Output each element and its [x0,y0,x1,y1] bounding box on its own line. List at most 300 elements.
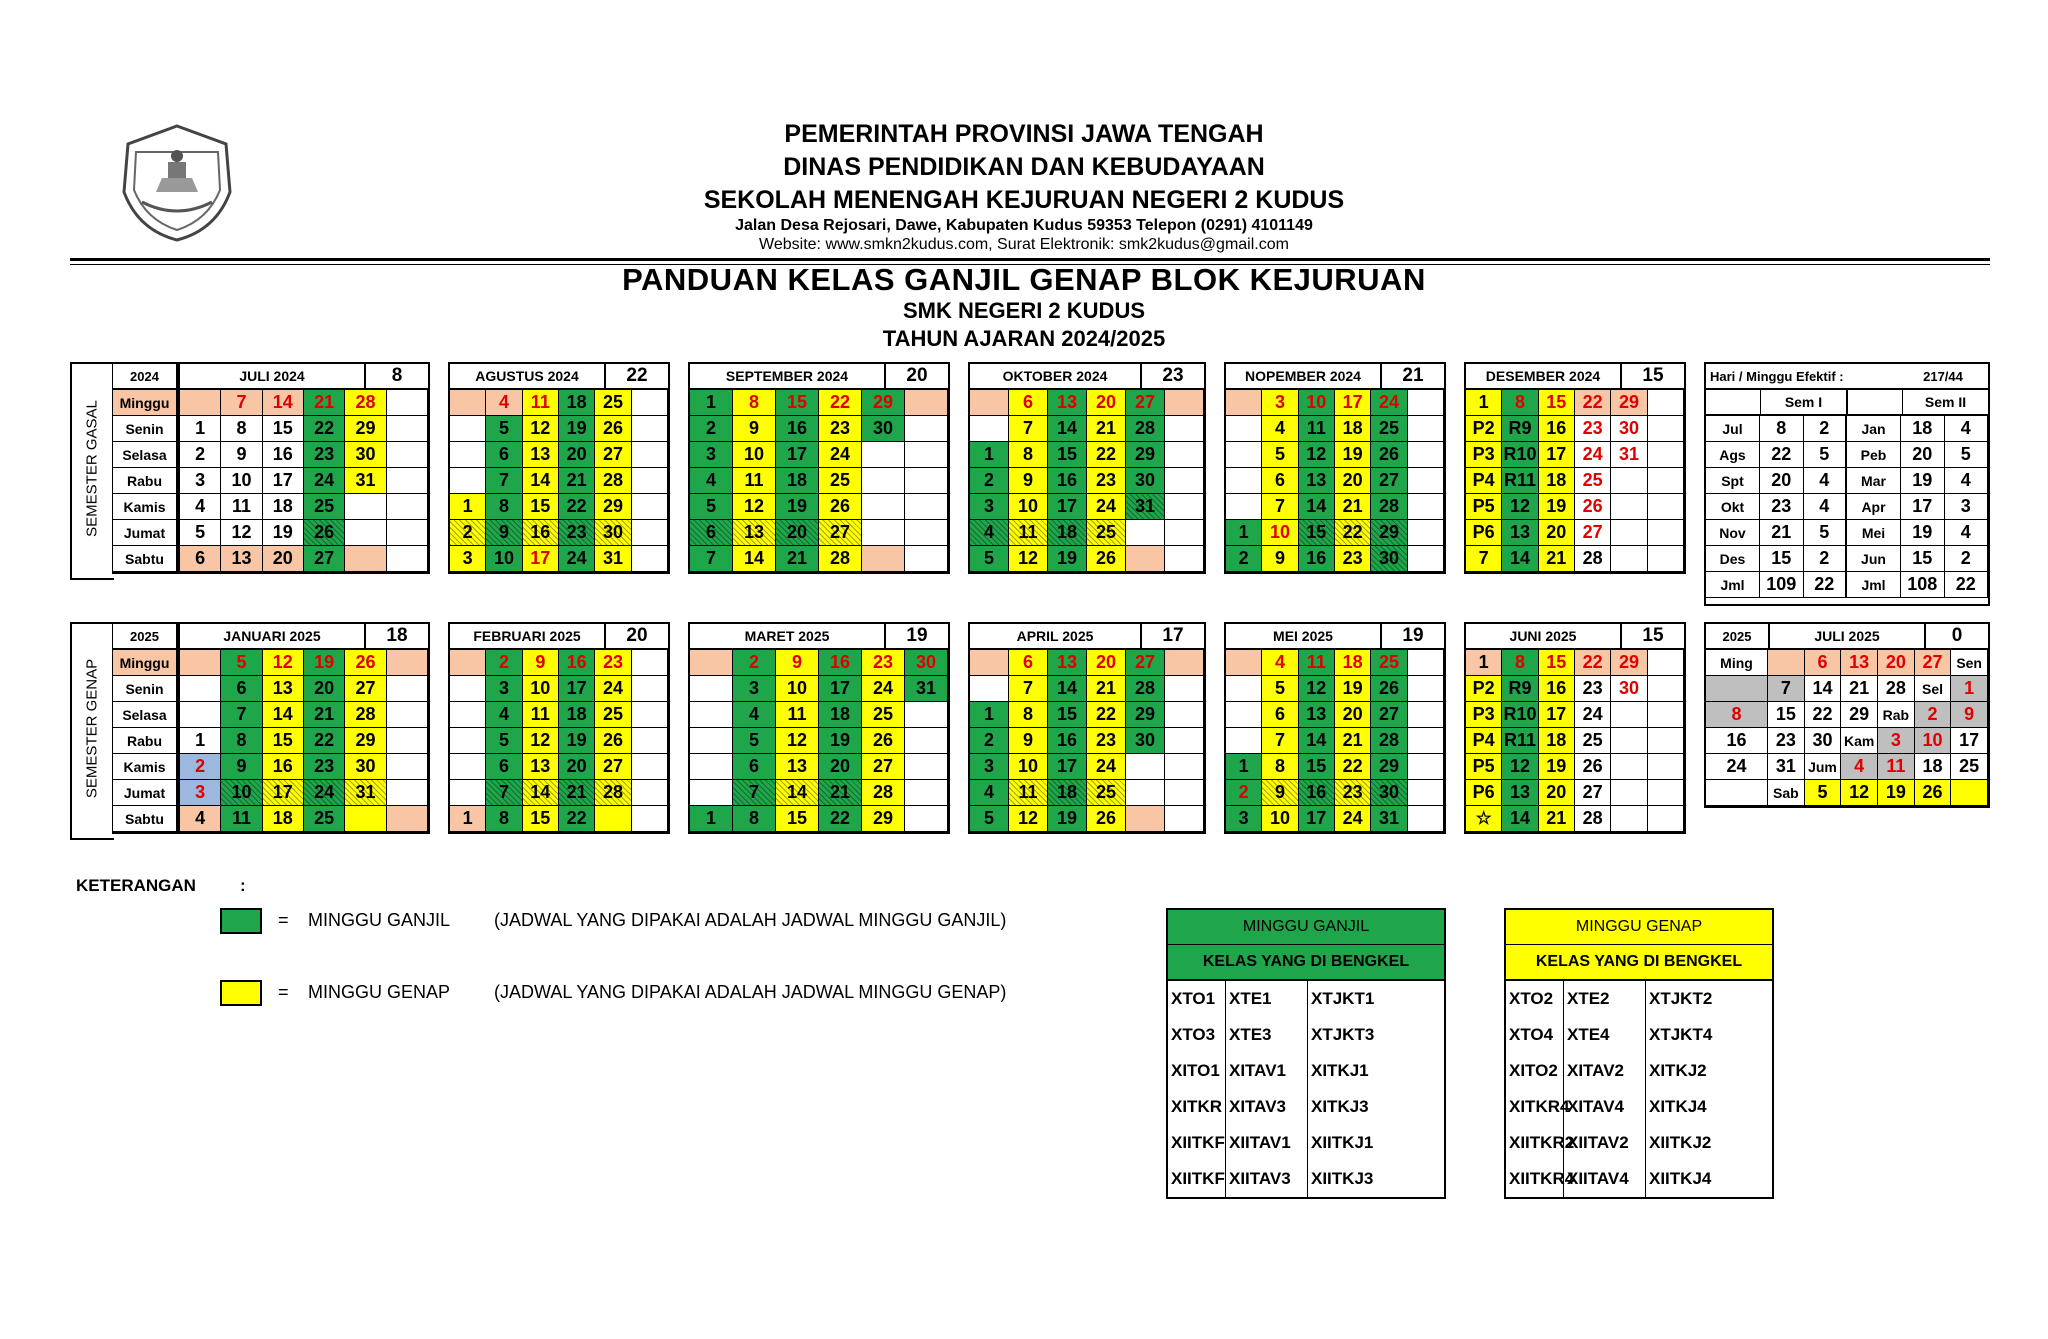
calendar-day: P4 [1466,728,1502,754]
calendar-day: P2 [1466,416,1502,442]
calendar-day [1648,390,1684,416]
calendar-day [1126,806,1165,832]
month-name: AGUSTUS 2024 [475,368,579,384]
calendar-day: 10 [1009,754,1048,780]
calendar-day: 15 [1299,754,1335,780]
calendar-day: 12 [1009,546,1048,572]
calendar-day [1226,416,1262,442]
calendar-day: 6 [486,754,522,780]
calendar-day: P4 [1466,468,1502,494]
calendar-day: 8 [733,390,776,416]
calendar-day: 14 [1299,494,1335,520]
month-block [178,362,430,574]
calendar-day: P3 [1466,702,1502,728]
calendar-day: 17 [559,676,595,702]
day-label: Sabtu [113,806,176,832]
page-subtitle-year: TAHUN AJARAN 2024/2025 [882,326,1166,351]
calendar-day: 16 [1299,546,1335,572]
class-code: XTE3 [1226,1017,1308,1053]
calendar-day [905,780,948,806]
month-block [688,622,950,834]
effective-days-total: 217/44 [1923,368,1963,384]
calendar-day [690,676,733,702]
semester-1-header: Sem I [1761,390,1848,414]
legend-genap-label: MINGGU GENAP [308,982,451,1002]
calendar-day: 21 [1335,494,1371,520]
effective-value: 19 [1901,468,1945,494]
calendar-day: 22 [1335,754,1371,780]
calendar-day [450,728,486,754]
class-code: XIITAV4 [1564,1161,1646,1197]
day-label: Rab [1878,702,1915,728]
calendar-day: 31 [905,676,948,702]
calendar-day: 19 [1335,442,1371,468]
calendar-day [387,702,428,728]
calendar-day: 24 [1371,390,1407,416]
calendar-day: 4 [970,780,1009,806]
calendar-day: 30 [1805,728,1842,754]
calendar-day: 10 [221,780,262,806]
calendar-day [1165,806,1204,832]
calendar-day [905,442,948,468]
calendar-day [1165,728,1204,754]
calendar-day: 9 [523,650,559,676]
calendar-day: 18 [1335,416,1371,442]
calendar-day: 23 [1768,728,1805,754]
calendar-day: 13 [263,676,304,702]
calendar-day [387,728,428,754]
calendar-day [1226,676,1262,702]
calendar-day: 18 [1915,754,1952,780]
calendar-day: 2 [1226,546,1262,572]
calendar-day: 7 [733,780,776,806]
calendar-day: 8 [733,806,776,832]
calendar-day: 15 [776,806,819,832]
calendar-day: 11 [733,468,776,494]
calendar-day: 29 [1126,702,1165,728]
calendar-day [1611,468,1647,494]
calendar-day: 24 [1575,702,1611,728]
header-government: PEMERINTAH PROVINSI JAWA TENGAH [784,120,1264,148]
calendar-day: 15 [1539,390,1575,416]
calendar-day [1126,780,1165,806]
calendar-day [632,520,668,546]
calendar-day [690,650,733,676]
calendar-day: 25 [819,468,862,494]
calendar-day: 12 [1299,442,1335,468]
month-block [1704,622,1990,808]
calendar-day: 17 [263,780,304,806]
calendar-day: 19 [559,728,595,754]
calendar-day: 11 [523,390,559,416]
calendar-day: 23 [1335,780,1371,806]
legend-genap-eq: = [278,982,289,1002]
calendar-day [1165,754,1204,780]
calendar-day [862,520,905,546]
class-code: XTJKT4 [1649,1025,1713,1044]
class-code: XITKJ2 [1649,1061,1707,1080]
effective-month-label: Ags [1706,442,1760,468]
calendar-day: 25 [595,702,631,728]
calendar-day: 7 [1009,416,1048,442]
calendar-day: 21 [1335,728,1371,754]
calendar-day [450,416,486,442]
calendar-day: 1 [690,806,733,832]
calendar-day [450,442,486,468]
class-code: XITKR [1168,1089,1226,1125]
calendar-day [1165,780,1204,806]
calendar-day [180,650,221,676]
calendar-day [1408,780,1444,806]
calendar-day: P2 [1466,676,1502,702]
calendar-day: 22 [1575,650,1611,676]
calendar-day: 18 [559,702,595,728]
calendar-day: 8 [1262,754,1298,780]
class-code: XTO3 [1168,1017,1226,1053]
calendar-day: 4 [970,520,1009,546]
calendar-day [1648,780,1684,806]
calendar-day: 12 [776,728,819,754]
calendar-day: 4 [486,390,522,416]
calendar-day: P3 [1466,442,1502,468]
class-code: XTO2 [1506,981,1564,1017]
calendar-day: 26 [1087,806,1126,832]
month-block [448,362,670,574]
calendar-day: 20 [1087,650,1126,676]
day-label: Senin [113,416,176,442]
month-effective-days: 20 [604,624,668,648]
calendar-day: 14 [523,780,559,806]
calendar-day: 26 [1087,546,1126,572]
calendar-day: 13 [1048,390,1087,416]
calendar-day [862,494,905,520]
calendar-day: 5 [486,416,522,442]
calendar-day: 16 [523,520,559,546]
calendar-day [450,468,486,494]
calendar-day: 17 [1951,728,1988,754]
calendar-day [632,494,668,520]
calendar-day [1648,650,1684,676]
calendar-day: 13 [1299,702,1335,728]
calendar-day [1611,806,1647,832]
calendar-day: 27 [1575,780,1611,806]
calendar-day: 26 [819,494,862,520]
calendar-day: 27 [1371,702,1407,728]
calendar-day: 9 [1262,546,1298,572]
calendar-day: 9 [221,754,262,780]
calendar-day [905,416,948,442]
calendar-day [690,728,733,754]
calendar-day: 21 [304,390,345,416]
calendar-day: 22 [1335,520,1371,546]
calendar-day [1648,806,1684,832]
calendar-day [1126,546,1165,572]
class-code: XITAV1 [1226,1053,1308,1089]
calendar-day [1408,494,1444,520]
calendar-day: 22 [559,806,595,832]
page-subtitle-school: SMK NEGERI 2 KUDUS [902,298,1146,323]
month-block [1224,622,1446,834]
calendar-day: 14 [733,546,776,572]
calendar-day [970,416,1009,442]
calendar-day: 14 [1299,728,1335,754]
calendar-day: 19 [1048,806,1087,832]
calendar-day [905,520,948,546]
calendar-day [1126,754,1165,780]
calendar-day: 24 [1087,494,1126,520]
calendar-day: 23 [304,442,345,468]
calendar-day: 30 [1126,468,1165,494]
calendar-day: 28 [345,390,386,416]
calendar-day [1165,494,1204,520]
month-block [1224,362,1446,574]
calendar-day: 27 [819,520,862,546]
calendar-day: 12 [733,494,776,520]
effective-value: 15 [1760,546,1804,572]
calendar-day [862,546,905,572]
calendar-day: 7 [1009,676,1048,702]
calendar-day: 24 [1087,754,1126,780]
calendar-day: 30 [862,416,905,442]
month-effective-days: 17 [1140,624,1204,648]
calendar-day [1226,702,1262,728]
class-code: XIITKJ1 [1311,1133,1374,1152]
calendar-day: 23 [819,416,862,442]
calendar-day: 13 [1502,780,1538,806]
calendar-day: 23 [862,650,905,676]
calendar-day [595,806,631,832]
calendar-day: 24 [1706,754,1768,780]
calendar-day: 5 [180,520,221,546]
class-code: XIITKR2 [1506,1125,1564,1161]
calendar-day: 14 [1048,676,1087,702]
class-code: XIITAV3 [1226,1161,1308,1197]
calendar-day [905,728,948,754]
calendar-day: 25 [304,806,345,832]
month-effective-days: 8 [364,364,428,388]
calendar-day [1611,754,1647,780]
calendar-day: 9 [776,650,819,676]
calendar-day: 27 [1126,650,1165,676]
calendar-day: 3 [180,780,221,806]
calendar-day: 19 [1048,546,1087,572]
calendar-day: 16 [1048,468,1087,494]
calendar-day: 26 [595,416,631,442]
calendar-day [387,650,428,676]
day-label: Rabu [113,728,176,754]
calendar-day: 29 [1126,442,1165,468]
calendar-day [387,546,428,572]
calendar-day: 28 [1575,806,1611,832]
effective-value: 21 [1760,520,1804,546]
month-name: JUNI 2025 [1509,628,1577,644]
effective-month-label: Jml [1706,572,1760,598]
calendar-day [387,390,428,416]
calendar-day: 8 [1502,650,1538,676]
calendar-day [345,494,386,520]
calendar-day: 23 [1335,546,1371,572]
header-school: SEKOLAH MENENGAH KEJURUAN NEGERI 2 KUDUS [703,186,1345,214]
calendar-day: 4 [1841,754,1878,780]
calendar-day: 1 [1226,520,1262,546]
calendar-day: 1 [690,390,733,416]
calendar-day: 23 [1575,416,1611,442]
calendar-day: 18 [559,390,595,416]
calendar-day [970,676,1009,702]
effective-value: 4 [1804,468,1848,494]
calendar-day [1408,754,1444,780]
calendar-day [1408,468,1444,494]
calendar-day: 10 [776,676,819,702]
calendar-day: 12 [1299,676,1335,702]
month-effective-days: 18 [364,624,428,648]
calendar-day [1408,520,1444,546]
month-block [178,622,430,834]
month-block [968,622,1206,834]
month-block [1464,622,1686,834]
calendar-day [450,702,486,728]
calendar-day [1648,676,1684,702]
calendar-day: 25 [1087,780,1126,806]
calendar-day [1165,546,1204,572]
calendar-day [970,650,1009,676]
calendar-day: 18 [1048,520,1087,546]
effective-month-label: Okt [1706,494,1760,520]
calendar-day: 19 [263,520,304,546]
calendar-day: 3 [486,676,522,702]
calendar-day [1226,494,1262,520]
month-name: SEPTEMBER 2024 [725,368,849,384]
calendar-day: 12 [1009,806,1048,832]
calendar-day [1408,390,1444,416]
calendar-day: 2 [970,468,1009,494]
calendar-day [1648,754,1684,780]
effective-value: 20 [1760,468,1804,494]
calendar-day [690,780,733,806]
calendar-day: 1 [450,494,486,520]
day-column-semester-2 [112,622,178,834]
calendar-day: 7 [690,546,733,572]
day-label: Sen [1951,650,1988,676]
effective-days-title: Hari / Minggu Efektif : [1710,368,1844,384]
calendar-day: 13 [776,754,819,780]
calendar-day: 9 [1009,468,1048,494]
calendar-day: 31 [345,780,386,806]
calendar-day: 3 [970,494,1009,520]
calendar-day: 22 [1087,442,1126,468]
calendar-day: 25 [1575,728,1611,754]
class-table-ganjil-subtitle: KELAS YANG DI BENGKEL [1168,945,1444,981]
class-code: XTJKT2 [1649,989,1713,1008]
calendar-day [1611,780,1647,806]
effective-value: 22 [1804,572,1848,598]
effective-month-label: Des [1706,546,1760,572]
calendar-day: 14 [1502,806,1538,832]
header-address: Jalan Desa Rejosari, Dawe, Kabupaten Kudus 59353 Telepon (0291) 4101149 [735,217,1313,234]
class-code: XTE2 [1564,981,1646,1017]
calendar-day [632,650,668,676]
calendar-day: 9 [1009,728,1048,754]
calendar-day: 20 [1087,390,1126,416]
calendar-day: 26 [345,650,386,676]
calendar-day: 16 [263,754,304,780]
effective-value: 22 [1760,442,1804,468]
calendar-day: 31 [1768,754,1805,780]
legend-colon: : [240,876,246,895]
calendar-day: 11 [1878,754,1915,780]
class-code: XITAV3 [1226,1089,1308,1125]
calendar-day: 11 [523,702,559,728]
calendar-day: 30 [1371,546,1407,572]
class-code: XIITKF [1168,1161,1226,1197]
effective-month-label: Jml [1847,572,1901,598]
calendar-day: 10 [1915,728,1952,754]
calendar-day: 29 [345,416,386,442]
month-effective-days: 0 [1924,624,1988,648]
day-label: Kam [1841,728,1878,754]
calendar-day: 8 [1009,442,1048,468]
calendar-day: 24 [304,468,345,494]
calendar-day [387,468,428,494]
calendar-day: 31 [1126,494,1165,520]
calendar-day [1648,546,1684,572]
calendar-day: 21 [1087,416,1126,442]
calendar-day: 22 [819,390,862,416]
calendar-day: 13 [733,520,776,546]
calendar-day: 6 [180,546,221,572]
year-label: 2024 [113,364,176,390]
calendar-day: 25 [1951,754,1988,780]
calendar-day: 28 [819,546,862,572]
class-code: XITKJ4 [1649,1097,1707,1116]
calendar-day [1648,468,1684,494]
calendar-day: 17 [1539,442,1575,468]
day-label: Sab [1768,780,1805,806]
calendar-day: 5 [733,728,776,754]
day-label: Jumat [113,780,176,806]
page-title: PANDUAN KELAS GANJIL GENAP BLOK KEJURUAN [622,262,1426,297]
class-code: XTO4 [1506,1017,1564,1053]
calendar-day: 7 [1768,676,1805,702]
class-code: XITO1 [1168,1053,1226,1089]
calendar-day: 2 [970,728,1009,754]
calendar-day: 20 [559,754,595,780]
calendar-day: 8 [486,494,522,520]
calendar-day [1226,650,1262,676]
calendar-day [1408,442,1444,468]
class-table-ganjil [1166,908,1446,1199]
calendar-day: 25 [862,702,905,728]
calendar-day: 1 [970,442,1009,468]
effective-value: 2 [1804,416,1848,442]
calendar-day: 7 [221,702,262,728]
effective-value: 5 [1945,442,1989,468]
calendar-day: 15 [1299,520,1335,546]
calendar-day [632,416,668,442]
calendar-day [632,728,668,754]
month-name: NOPEMBER 2024 [1245,368,1361,384]
calendar-day [905,702,948,728]
calendar-day: 21 [559,468,595,494]
calendar-day: 16 [819,650,862,676]
calendar-day: 12 [1502,494,1538,520]
calendar-day: 23 [595,650,631,676]
calendar-day: 24 [819,442,862,468]
calendar-day: 14 [263,390,304,416]
day-label: Rabu [113,468,176,494]
calendar-day [905,806,948,832]
calendar-day [1408,676,1444,702]
